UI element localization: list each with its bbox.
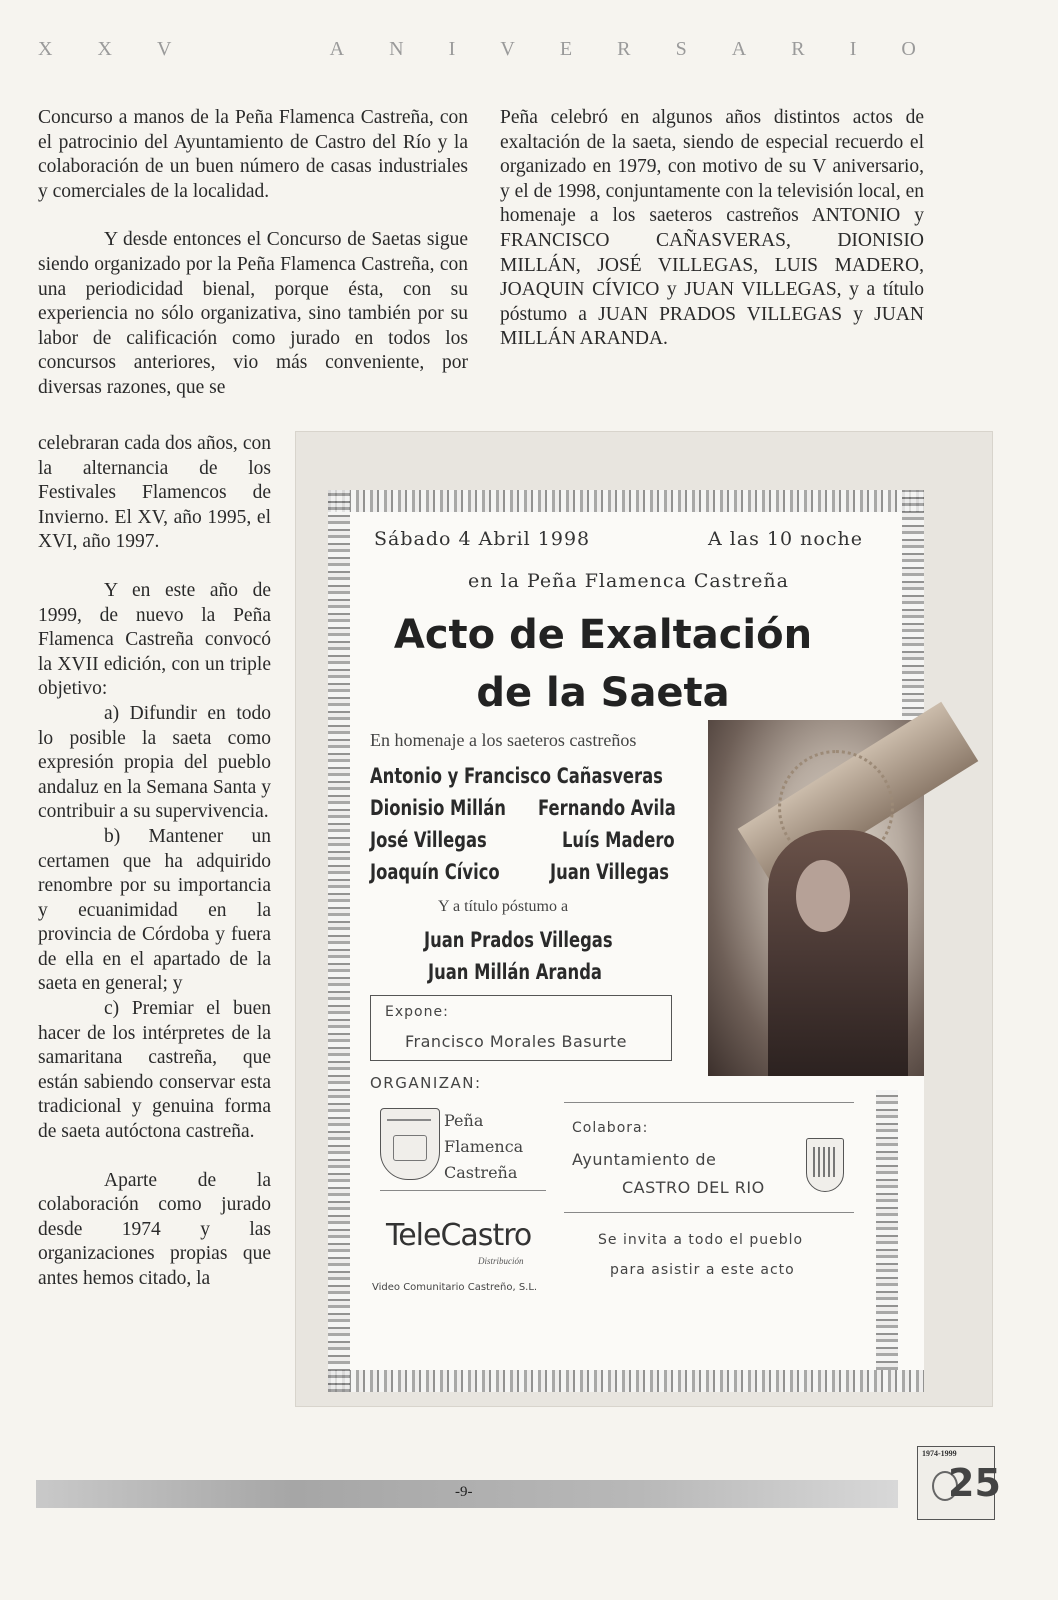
right-column bbox=[500, 106, 924, 352]
expone-name: Francisco Morales Basurte bbox=[405, 1032, 627, 1051]
ornamental-border-bottom bbox=[328, 1370, 924, 1392]
honoree-name: Juan Villegas bbox=[550, 860, 670, 884]
header-letter: S bbox=[675, 38, 689, 60]
castro-text: CASTRO DEL RIO bbox=[622, 1178, 765, 1197]
poster-title: de la Saeta bbox=[476, 670, 730, 716]
honoree-name: Joaquín Cívico bbox=[370, 860, 500, 884]
header-letter: N bbox=[389, 38, 406, 60]
ornamental-border-right-lower bbox=[876, 1090, 898, 1370]
ornamental-border-right bbox=[902, 490, 924, 730]
left-column bbox=[38, 106, 468, 401]
narrow-column bbox=[38, 432, 271, 1292]
honoree-name: Fernando Avila bbox=[538, 796, 676, 820]
list-item: a) Difundir en todo lo posible la saeta como expresión propia del pueblo andaluz en la Semana Santa y contribuir a su supervivencia. bbox=[38, 702, 271, 823]
header-letter: R bbox=[617, 38, 633, 60]
header-letter: I bbox=[448, 38, 458, 60]
poster-date: Sábado 4 Abril 1998 bbox=[374, 528, 591, 550]
invita-line: Se invita a todo el pueblo bbox=[598, 1232, 804, 1248]
header-letter: X bbox=[97, 38, 114, 60]
running-header bbox=[38, 38, 918, 61]
poster-title: Acto de Exaltación bbox=[393, 612, 813, 658]
divider bbox=[564, 1212, 854, 1213]
honoree-name: Antonio y Francisco Cañasveras bbox=[370, 764, 663, 788]
paragraph: Peña celebró en algunos años distintos actos de exaltación de la saeta, siendo de especial recuerdo el organizado en 1979, con motivo de su V aniversario, y el de 1998, conjuntamente con la televisión local, en homenaje a los saeteros castreños ANTONIO y FRANCISCO CAÑASVERAS, DIONISIO MILLÁN, JOSÉ VILLEGAS, LUIS MADERO, JOAQUIN CÍVICO y JUAN VILLEGAS, y a título póstumo a JUAN PRADOS VILLEGAS y JUAN MILLÁN ARANDA. bbox=[500, 107, 924, 350]
telecastro-sub: Distribución bbox=[478, 1256, 524, 1266]
poster-venue: en la Peña Flamenca Castreña bbox=[468, 570, 789, 592]
telecastro-caption: Video Comunitario Castreño, S.L. bbox=[372, 1282, 538, 1293]
expone-box bbox=[370, 995, 672, 1061]
ayuntamiento-shield-icon bbox=[806, 1138, 844, 1192]
invita-line: para asistir a este acto bbox=[610, 1262, 795, 1278]
logo-number: 25 bbox=[948, 1461, 1001, 1505]
expone-label: Expone: bbox=[385, 1004, 449, 1020]
postumo-name: Juan Millán Aranda bbox=[428, 960, 602, 984]
ornamental-border-left bbox=[328, 490, 350, 1392]
divider bbox=[380, 1190, 546, 1191]
paragraph: Y en este año de 1999, de nuevo la Peña Flamenca Castreña convocó la XVII edición, con un triple objetivo: bbox=[38, 579, 271, 700]
header-letter: A bbox=[329, 38, 347, 60]
header-letter: X bbox=[38, 38, 55, 60]
postumo-label: Y a título póstumo a bbox=[438, 898, 569, 915]
ayto-text: Ayuntamiento de bbox=[572, 1150, 717, 1169]
paragraph: Y desde entonces el Concurso de Saetas sigue siendo organizado por la Peña Flamenca Castreña, con una periodicidad bienal, porque ésta, con su experiencia no sólo organizativa, sino también por su labor de calificación como jurado en todos los concursos anteriores, vio más conveniente, por diversas razones, que se bbox=[38, 229, 468, 398]
logo-years: 1974-1999 bbox=[922, 1449, 957, 1458]
list-item: c) Premiar el buen hacer de los intérpretes de la samaritana castreña, que están sabiendo conservar esta tradicional y genuina forma de saeta autóctona castreña. bbox=[38, 998, 271, 1143]
list-item: b) Mantener un certamen que ha adquirido renombre por su importancia y ecuanimidad en la provincia de Córdoba y fuera de ella en el apartado de la saeta en general; y bbox=[38, 825, 271, 995]
header-letter: E bbox=[559, 38, 575, 60]
postumo-name: Juan Prados Villegas bbox=[424, 928, 613, 952]
pena-shield-icon bbox=[380, 1108, 440, 1180]
header-letter: O bbox=[901, 38, 918, 60]
paragraph: Aparte de la colaboración como jurado desde 1974 y las organizaciones propias que antes hemos citado, la bbox=[38, 1169, 271, 1289]
paragraph: Concurso a manos de la Peña Flamenca Castreña, con el patrocinio del Ayuntamiento de Castro del Río y la colaboración de un buen número de casas industriales y comerciales de la localidad. bbox=[38, 107, 468, 202]
divider bbox=[564, 1102, 854, 1103]
paragraph: celebraran cada dos años, con la alternancia de los Festivales Flamencos de Invierno. El XV, año 1995, el XVI, año 1997. bbox=[38, 433, 271, 553]
procession-image bbox=[708, 720, 924, 1076]
header-letter: V bbox=[157, 38, 174, 60]
pena-logo-text: Peña Flamenca Castreña bbox=[444, 1111, 524, 1182]
colabora-label: Colabora: bbox=[572, 1120, 649, 1136]
ornamental-border-top bbox=[328, 490, 924, 512]
header-letter: V bbox=[500, 38, 517, 60]
telecastro-logo: TeleCastro bbox=[386, 1218, 532, 1253]
anniversary-logo bbox=[917, 1446, 1001, 1520]
header-letter: R bbox=[791, 38, 807, 60]
honoree-name: Luís Madero bbox=[562, 828, 675, 852]
honoree-name: Dionisio Millán bbox=[370, 796, 506, 820]
header-letter: I bbox=[849, 38, 859, 60]
page-number: -9- bbox=[455, 1484, 473, 1500]
poster-time: A las 10 noche bbox=[708, 528, 863, 550]
event-poster bbox=[328, 490, 924, 1392]
honoree-name: José Villegas bbox=[370, 828, 487, 852]
header-letter: A bbox=[731, 38, 749, 60]
organizan-label: ORGANIZAN: bbox=[370, 1074, 482, 1092]
poster-homenaje: En homenaje a los saeteros castreños bbox=[370, 730, 637, 750]
